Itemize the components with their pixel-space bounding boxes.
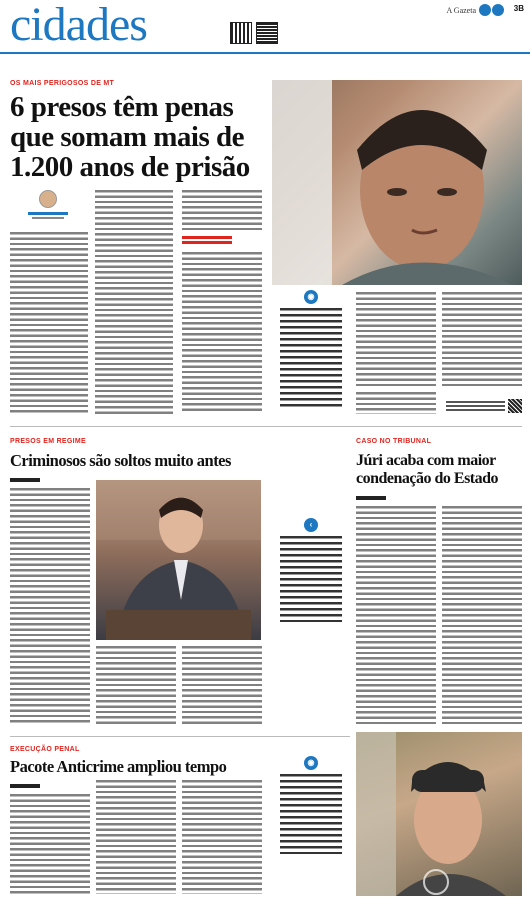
right-story-kicker: CASO NO TRIBUNAL — [356, 438, 432, 445]
right-story-byline — [356, 496, 386, 500]
headline-line: que somam mais de — [10, 121, 244, 153]
left-story-kicker: PRESOS EM REGIME — [10, 438, 86, 445]
brand-logo-icon — [479, 4, 504, 16]
left-story-headline: Criminosos são soltos muito antes — [10, 451, 231, 470]
qr-code[interactable] — [230, 22, 252, 44]
bottom-story-col-3 — [182, 780, 262, 894]
top-story-col-1 — [10, 232, 88, 414]
main-photo-inmate — [272, 80, 522, 285]
bottom-photo-caption — [280, 756, 342, 854]
qr-footer — [446, 398, 522, 414]
headline-line: condenação do Estado — [356, 470, 499, 487]
top-story-col-4b — [356, 392, 436, 414]
right-story-col-2 — [442, 506, 522, 724]
caption-text — [280, 308, 342, 408]
author-avatar — [39, 190, 57, 208]
official-portrait — [96, 480, 261, 640]
headline-line: Júri acaba com maior — [356, 452, 496, 469]
headline-line: 6 presos têm penas — [10, 91, 234, 123]
qr-codes — [200, 22, 318, 44]
caption-text — [280, 774, 342, 854]
qr-code[interactable] — [508, 399, 522, 413]
main-photo-caption — [280, 290, 342, 408]
headline-line: 1.200 anos de prisão — [10, 151, 250, 183]
left-story-col-1 — [10, 488, 90, 724]
author-box — [22, 190, 74, 219]
photo-defendant — [356, 732, 522, 896]
top-story-col-3b — [182, 252, 262, 414]
top-story-col-3 — [182, 190, 262, 230]
divider — [10, 736, 350, 737]
top-story-col-2 — [95, 190, 173, 414]
right-story-col-1 — [356, 506, 436, 724]
official-photo-caption — [280, 518, 342, 622]
top-story-col-5 — [442, 292, 522, 387]
divider — [10, 426, 522, 427]
section-title: cidades — [10, 0, 147, 51]
page-number: 3B — [513, 4, 524, 13]
qr-code[interactable] — [256, 22, 278, 44]
top-story-headline — [10, 92, 270, 182]
bottom-story-byline — [10, 784, 40, 788]
top-story-col-4 — [356, 292, 436, 387]
caption-text — [280, 536, 342, 622]
portrait-illustration — [272, 80, 522, 285]
photo-official — [96, 480, 261, 640]
defendant-portrait — [356, 732, 522, 896]
camera-icon: ◉ — [304, 290, 318, 304]
author-name-line — [28, 212, 68, 215]
right-story-headline — [356, 452, 522, 488]
top-story-kicker: OS MAIS PERIGOSOS DE MT — [10, 80, 115, 87]
brand-name: A Gazeta — [446, 5, 476, 15]
newspaper-brand — [446, 4, 504, 16]
bottom-story-col-1 — [10, 794, 90, 894]
qr-footer-text — [446, 401, 505, 411]
bottom-story-kicker: EXECUÇÃO PENAL — [10, 746, 80, 753]
top-story-subhead — [182, 236, 232, 246]
bottom-story-headline: Pacote Anticrime ampliou tempo — [10, 757, 227, 776]
author-role-line — [32, 217, 64, 219]
left-story-byline — [10, 478, 40, 482]
masthead — [0, 0, 530, 54]
arrow-left-icon: ‹ — [304, 518, 318, 532]
camera-icon: ◉ — [304, 756, 318, 770]
left-story-col-3 — [182, 646, 262, 724]
left-story-col-2 — [96, 646, 176, 724]
bottom-story-col-2 — [96, 780, 176, 894]
